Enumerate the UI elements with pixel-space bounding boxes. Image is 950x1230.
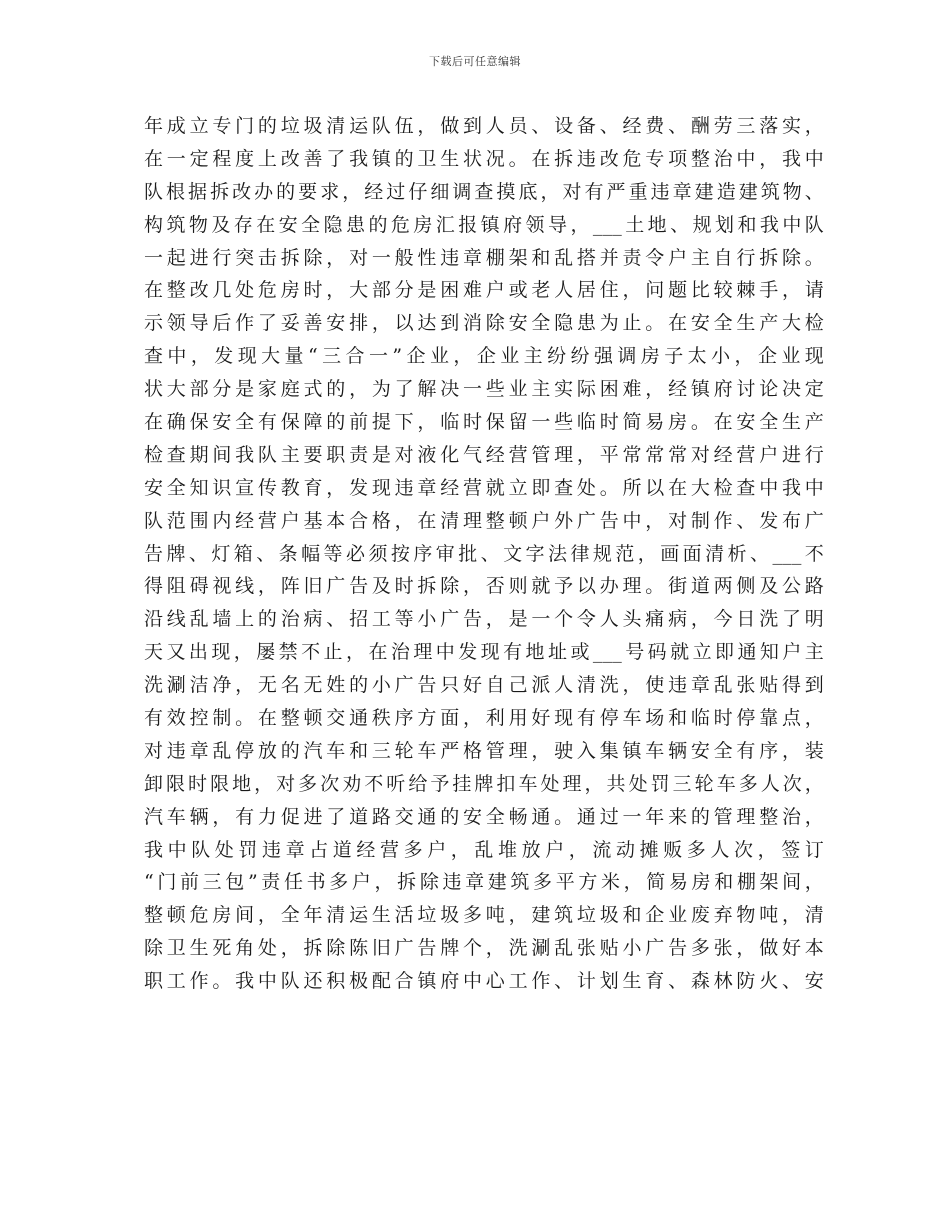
text-line-16: 沿线乱墙上的治病、招工等小广告，是一个令人头痛病，今日洗了明 <box>144 608 824 631</box>
text-line-20: 对违章乱停放的汽车和三轮车严格管理，驶入集镇车辆安全有序，装 <box>144 739 824 762</box>
text-line-3: 队根据拆改办的要求，经过仔细调查摸底，对有严重违章建造建筑物、 <box>144 180 824 203</box>
text-line-23: 我中队处罚违章占道经营多户，乱堆放户，流动摊贩多人次，签订 <box>144 838 824 861</box>
text-line-14: 告牌、灯箱、条幅等必须按序审批、文字法律规范，画面清析、___不 <box>144 542 824 565</box>
text-line-21: 卸限时限地，对多次劝不听给予挂牌扣车处理，共处罚三轮车多人次， <box>144 772 824 795</box>
text-line-12: 安全知识宣传教育，发现违章经营就立即查处。所以在大检查中我中 <box>144 476 824 499</box>
text-line-5: 一起进行突击拆除，对一般性违章棚架和乱搭并责令户主自行拆除。 <box>144 246 824 269</box>
text-line-22: 汽车辆，有力促进了道路交通的安全畅通。通过一年来的管理整治， <box>144 805 824 828</box>
text-line-24: “门前三包”责任书多户，拆除违章建筑多平方米，简易房和棚架间， <box>144 871 824 894</box>
text-line-19: 有效控制。在整顿交通秩序方面，利用好现有停车场和临时停靠点， <box>144 707 824 730</box>
text-line-7: 示领导后作了妥善安排，以达到消除安全隐患为止。在安全生产大检 <box>144 312 824 335</box>
text-line-1: 年成立专门的垃圾清运队伍，做到人员、设备、经费、酬劳三落实， <box>144 115 824 137</box>
text-line-13: 队范围内经营户基本合格，在清理整顿户外广告中，对制作、发布广 <box>144 509 824 532</box>
document-body <box>144 110 824 998</box>
text-line-6: 在整改几处危房时，大部分是困难户或老人居住，问题比较棘手，请 <box>144 279 824 302</box>
text-line-27: 职工作。我中队还积极配合镇府中心工作、计划生育、森林防火、安 <box>144 970 824 993</box>
text-line-11: 检查期间我队主要职责是对液化气经营管理，平常常常对经营户进行 <box>144 443 824 466</box>
text-line-26: 除卫生死角处，拆除陈旧广告牌个，洗涮乱张贴小广告多张，做好本 <box>144 937 824 960</box>
text-line-25: 整顿危房间，全年清运生活垃圾多吨，建筑垃圾和企业废弃物吨，清 <box>144 904 824 927</box>
text-line-17: 天又出现，屡禁不止，在治理中发现有地址或___号码就立即通知户主 <box>144 641 824 664</box>
text-line-15: 得阻碍视线，阵旧广告及时拆除，否则就予以办理。街道两侧及公路 <box>144 575 824 598</box>
text-line-8: 查中，发现大量“三合一”企业，企业主纷纷强调房子太小，企业现 <box>144 345 824 368</box>
text-line-4: 构筑物及存在安全隐患的危房汇报镇府领导，___土地、规划和我中队 <box>144 213 824 236</box>
page-header: 下载后可任意编辑 <box>429 55 521 68</box>
text-line-2: 在一定程度上改善了我镇的卫生状况。在拆违改危专项整治中，我中 <box>144 147 824 170</box>
text-line-10: 在确保安全有保障的前提下，临时保留一些临时简易房。在安全生产 <box>144 411 824 434</box>
text-line-9: 状大部分是家庭式的，为了解决一些业主实际困难，经镇府讨论决定 <box>144 378 824 401</box>
text-line-18: 洗涮洁净，无名无姓的小广告只好自己派人清洗，使违章乱张贴得到 <box>144 674 824 697</box>
